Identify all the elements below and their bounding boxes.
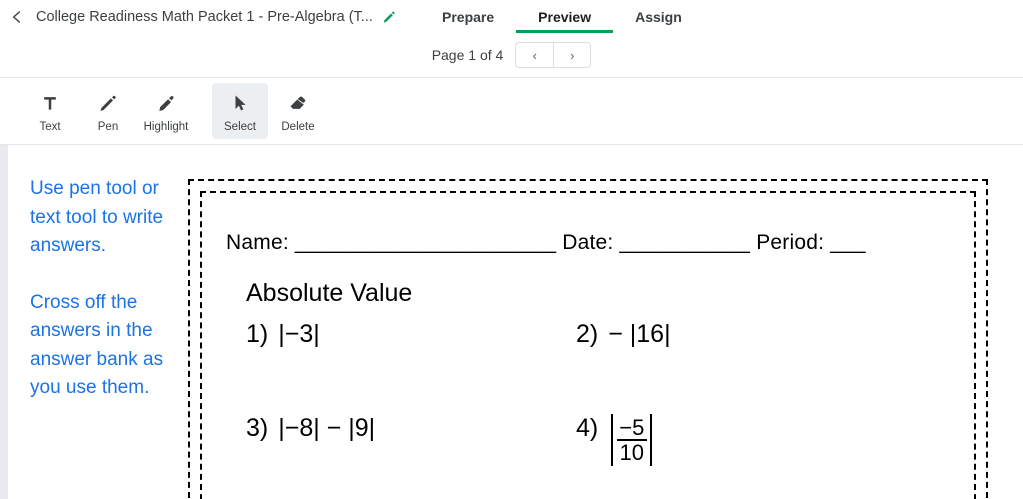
cursor-arrow-icon xyxy=(231,90,249,116)
tool-highlight[interactable] xyxy=(138,83,194,139)
problem-number: 3) xyxy=(246,414,269,442)
tool-pen[interactable] xyxy=(80,83,136,139)
tool-text-label: Text xyxy=(39,120,61,133)
top-bar xyxy=(0,0,1023,33)
tab-preview-label: Preview xyxy=(538,8,592,25)
worksheet-content xyxy=(178,179,1023,466)
page-indicator: Page 1 of 4 xyxy=(431,47,504,63)
pencil-edit-icon[interactable] xyxy=(382,10,396,24)
problem-number: 4) xyxy=(576,414,599,442)
fraction-numerator: −5 xyxy=(619,414,645,440)
chevron-left-icon xyxy=(9,9,25,25)
tab-preview[interactable] xyxy=(516,0,613,33)
highlighter-tool-icon xyxy=(156,90,176,116)
back-button[interactable] xyxy=(0,0,34,33)
problem-row xyxy=(246,320,1023,366)
problem-row xyxy=(246,414,1023,466)
tool-delete-label: Delete xyxy=(281,120,315,133)
problem-expression: − |16| xyxy=(608,320,671,348)
tab-prepare-label: Prepare xyxy=(442,8,495,25)
next-page-button[interactable] xyxy=(553,42,591,68)
worksheet-page[interactable] xyxy=(178,145,1023,499)
worksheet-title: Absolute Value xyxy=(246,279,413,307)
fraction xyxy=(616,416,647,464)
absolute-value-bar-left xyxy=(611,414,613,466)
chevron-left-small-icon: ‹ xyxy=(532,47,537,63)
fraction-denominator: 10 xyxy=(617,439,647,464)
problem-list xyxy=(246,320,1023,466)
tool-delete[interactable] xyxy=(270,83,326,139)
problem-expression: |−8| − |9| xyxy=(278,414,376,442)
name-date-period-line: Name: ______________________ Date: ___________ Period: ___ xyxy=(226,231,866,254)
hint-panel xyxy=(8,145,178,499)
eraser-icon xyxy=(288,90,308,116)
problem-item-1 xyxy=(246,320,576,366)
text-tool-icon xyxy=(40,90,60,116)
page-navigation-bar xyxy=(0,33,1023,78)
problem-expression: |−3| xyxy=(278,320,320,348)
problem-expression-fraction xyxy=(608,414,655,466)
tool-highlight-label: Highlight xyxy=(143,120,189,133)
tab-assign-label: Assign xyxy=(635,8,682,25)
tool-select[interactable] xyxy=(212,83,268,139)
problem-item-4 xyxy=(576,414,906,466)
document-title: College Readiness Math Packet 1 - Pre-Algebra (T... xyxy=(36,8,373,25)
problem-item-2 xyxy=(576,320,906,366)
absolute-value-bar-right xyxy=(650,414,652,466)
annotation-toolbar xyxy=(0,78,1023,145)
problem-number: 2) xyxy=(576,320,599,348)
hint-text-1: Use pen tool or text tool to write answers. xyxy=(30,178,164,256)
tool-text[interactable] xyxy=(22,83,78,139)
hint-text-2: Cross off the answers in the answer bank as you use them. xyxy=(30,291,164,398)
tab-assign[interactable] xyxy=(613,0,704,33)
previous-page-button[interactable] xyxy=(515,42,553,68)
tool-pen-label: Pen xyxy=(97,120,119,133)
workspace-left-gutter xyxy=(0,145,8,499)
problem-item-3 xyxy=(246,414,576,466)
page-stepper xyxy=(515,42,591,68)
pen-tool-icon xyxy=(98,90,118,116)
tool-select-label: Select xyxy=(224,120,256,133)
chevron-right-small-icon: › xyxy=(570,47,575,63)
mode-tabs xyxy=(420,0,704,33)
worksheet-workspace xyxy=(0,145,1023,499)
tab-prepare[interactable] xyxy=(420,0,516,33)
problem-number: 1) xyxy=(246,320,269,348)
